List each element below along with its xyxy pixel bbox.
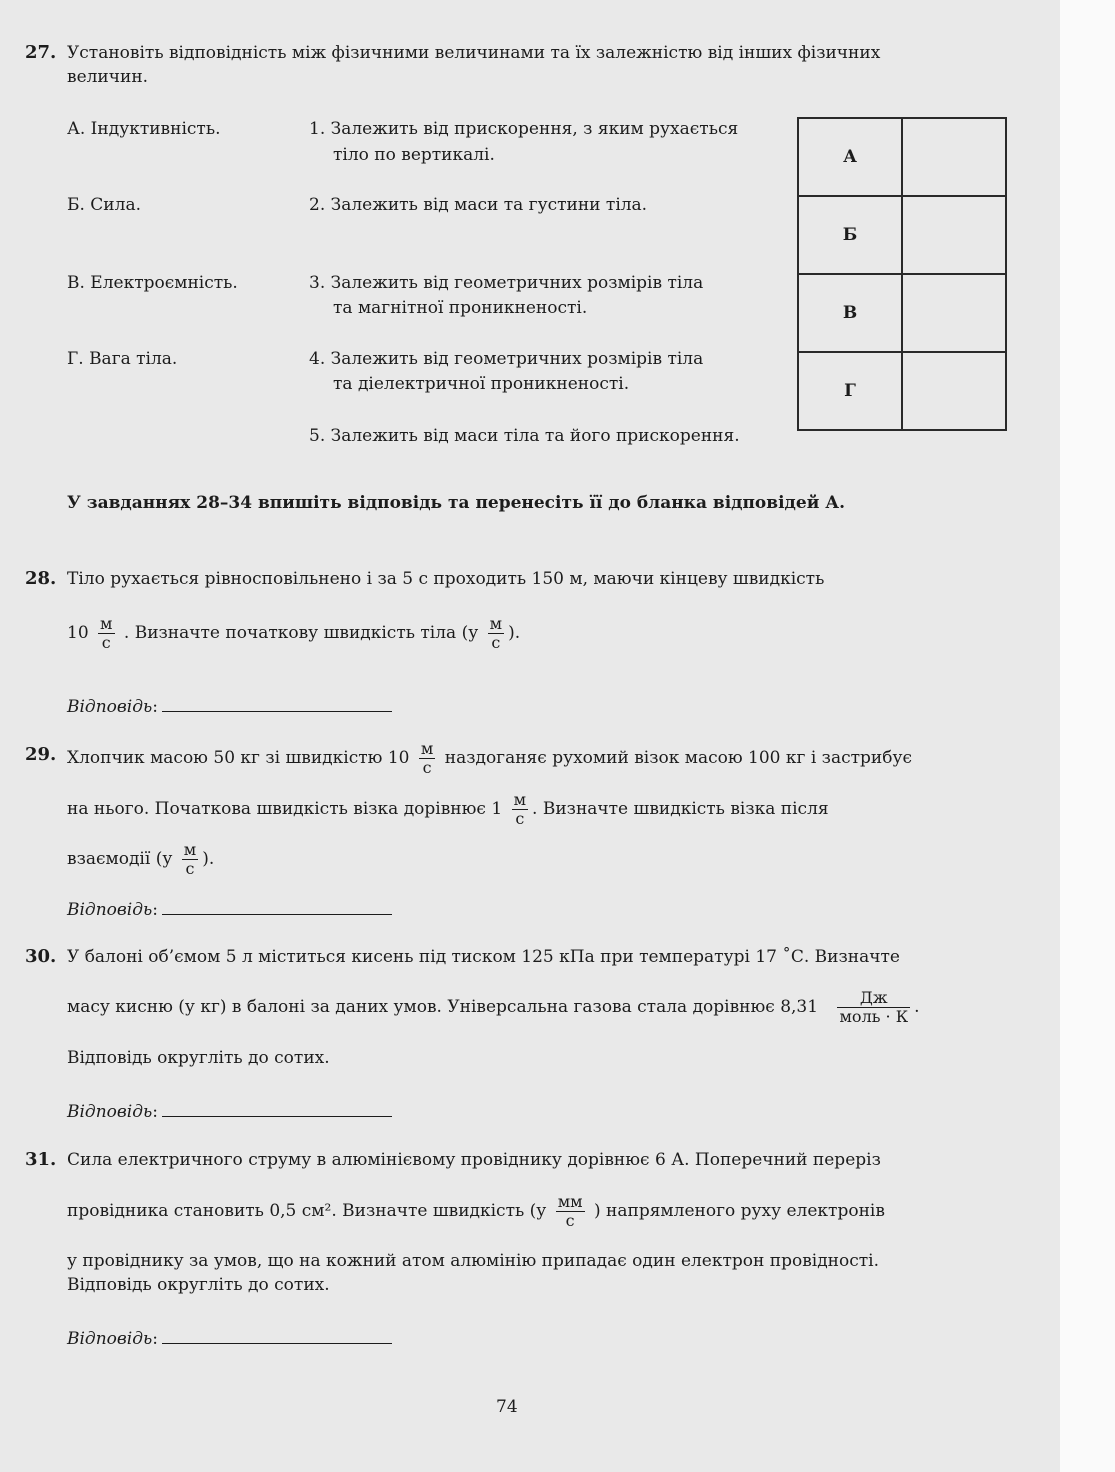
q28-unit-fraction-2 [488,615,504,652]
q27-option-b: Б. Сила. [67,195,141,215]
q27-match-4-line1: 4. Залежить від геометричних розмірів тіла [309,349,704,369]
unit-numerator: м [420,739,434,758]
q28-number: 28. [25,568,57,589]
q29-line1-b: наздоганяє рухомий візок масою 100 кг і застрибує [444,748,912,768]
q27-match-2-line1: 2. Залежить від маси та густини тіла. [309,195,648,215]
unit-numerator: м [513,790,527,809]
q28-line2-b: . Визначте початкову швидкість тіла (у [123,623,479,643]
grid-answer-cell-c[interactable] [902,274,1006,352]
q28-unit-fraction-1 [98,615,114,652]
q31-line4: Відповідь округліть до сотих. [67,1275,330,1295]
q27-match-3-line1: 3. Залежить від геометричних розмірів тіла [309,273,704,293]
q27-option-d: Г. Вага тіла. [67,349,178,369]
answer-label: Відповідь [67,1102,153,1122]
q31-line1: Сила електричного струму в алюмінієвому провіднику дорівнює 6 А. Поперечний переріз [67,1150,881,1170]
q29-unit-fraction-2 [512,791,528,828]
unit-denominator: с [515,809,525,828]
q29-line1 [67,735,912,781]
q27-option-c: В. Електроємність. [67,273,238,293]
grid-letter-a: А [798,118,902,196]
answer-label: Відповідь [67,900,153,920]
unit-denominator: с [422,758,432,777]
grid-letter-c: В [798,274,902,352]
unit-numerator: мм [557,1192,583,1211]
answer-label: Відповідь [67,697,153,717]
unit-denominator: с [565,1211,575,1230]
q30-answer-field[interactable] [162,1098,392,1117]
q28-line2-a: 10 [67,623,89,643]
q31-line2 [67,1188,885,1234]
unit-denominator: с [185,859,195,878]
q29-line2 [67,786,829,832]
q27-match-1-line2: тіло по вертикалі. [333,145,495,165]
q27-match-4-line2: та діелектричної проникненості. [333,374,630,394]
unit-denominator: моль · К [839,1007,909,1026]
grid-answer-cell-b[interactable] [902,196,1006,274]
q27-match-3-line2: та магнітної проникненості. [333,298,588,318]
q30-line3: Відповідь округліть до сотих. [67,1048,330,1068]
q31-answer-field[interactable] [162,1325,392,1344]
unit-denominator: с [491,633,501,652]
q30-line2-a: масу кисню (у кг) в балоні за даних умов. Універсальна газова стала дорівнює 8,31 [67,997,819,1017]
q29-line3 [67,836,214,882]
q31-number: 31. [25,1149,57,1170]
q31-line3: у провіднику за умов, що на кожний атом алюмінію припадає один електрон провідності. [67,1251,880,1271]
q30-line1: У балоні об’ємом 5 л міститься кисень під тиском 125 кПа при температурі 17 ˚С. Визначте [67,947,900,967]
q27-match-5-line1: 5. Залежить від маси тіла та його прискорення. [309,426,740,446]
q29-answer-field[interactable] [162,896,392,915]
q31-unit-fraction [556,1193,585,1230]
q30-unit-fraction [837,989,910,1026]
grid-letter-b: Б [798,196,902,274]
q30-line2 [67,984,919,1030]
q30-number: 30. [25,946,57,967]
q29-line2-a: на нього. Початкова швидкість візка дорівнює 1 [67,799,503,819]
q28-line1: Тіло рухається рівносповільнено і за 5 с проходить 150 м, маючи кінцеву швидкість [67,569,825,589]
q29-line2-b: . Визначте швидкість візка після [532,799,829,819]
q27-text-line2: величин. [67,67,149,87]
unit-numerator: м [489,614,503,633]
grid-letter-d: Г [798,352,902,430]
q31-answer: Відповідь: [67,1325,392,1350]
q28-answer: Відповідь: [67,693,392,718]
q31-line2-a: провідника становить 0,5 см². Визначте швидкість (у [67,1201,547,1221]
q29-line1-a: Хлопчик масою 50 кг зі швидкістю 10 [67,748,410,768]
unit-numerator: Дж [837,989,910,1008]
grid-answer-cell-d[interactable] [902,352,1006,430]
q29-unit-fraction-3 [182,841,198,878]
q30-answer: Відповідь: [67,1098,392,1123]
instruction-text: У завданнях 28–34 впишіть відповідь та перенесіть її до бланка відповідей А. [67,493,845,513]
q29-unit-fraction-1 [419,740,435,777]
q27-option-a: А. Індуктивність. [67,119,221,139]
q28-line2 [67,610,520,656]
q27-answer-grid [797,117,1007,431]
unit-denominator: с [101,633,111,652]
answer-label: Відповідь [67,1329,153,1349]
q29-number: 29. [25,744,57,765]
grid-answer-cell-a[interactable] [902,118,1006,196]
unit-numerator: м [100,614,113,633]
q27-match-1-line1: 1. Залежить від прискорення, з яким рухається [309,119,739,139]
q31-line2-b: ) напрямленого руху електронів [593,1201,885,1221]
q29-line3-b: ). [202,849,215,869]
q29-answer: Відповідь: [67,896,392,921]
q28-line2-c: ). [508,623,521,643]
q27-text-line1: Установіть відповідність між фізичними величинами та їх залежністю від інших фізичних [67,43,881,63]
page-number: 74 [496,1397,518,1417]
page-margin [1060,0,1115,1472]
q29-line3-a: взаємодії (у [67,849,173,869]
unit-numerator: м [183,840,197,859]
q27-number: 27. [25,42,57,63]
q30-line2-b: . [914,997,920,1017]
q28-answer-field[interactable] [162,693,392,712]
